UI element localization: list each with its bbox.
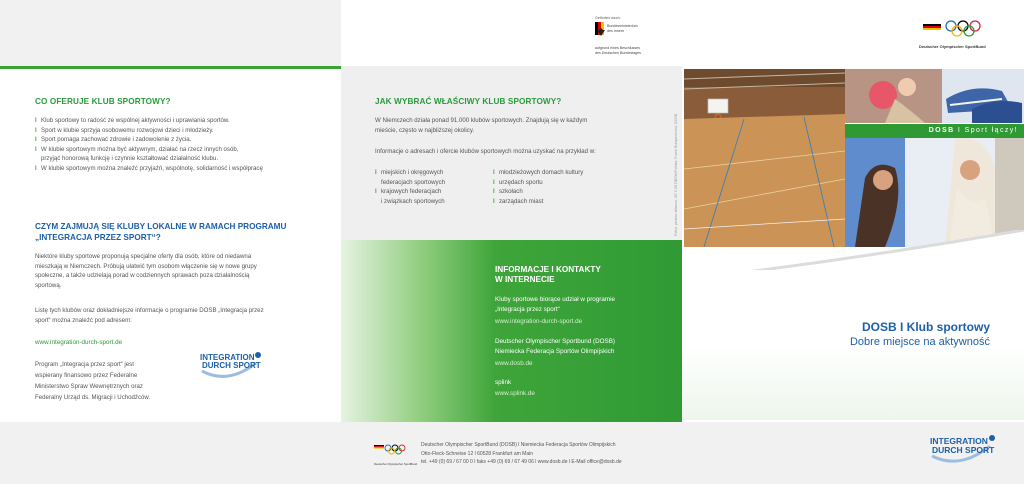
gym-photo <box>684 69 845 247</box>
text-line: Federalny Urząd ds. Migracji i Uchodźców. <box>35 394 151 401</box>
logo-caption: Deutscher Olympischer SportBund <box>374 462 418 466</box>
panel-middle <box>341 0 682 484</box>
strip-slogan: Sport łączy! <box>964 127 1018 134</box>
integration-link[interactable]: www.integration-durch-sport.de <box>35 339 123 346</box>
text-line: sport“ można znaleźć pod adresem: <box>35 316 132 324</box>
strip-brand: DOSB <box>928 127 955 134</box>
contact-heading <box>495 265 601 285</box>
panel-right <box>682 0 1024 484</box>
text-line: des Innern <box>607 28 624 33</box>
text-line: Deutscher Olympischer Sportbund (DOSB) <box>495 338 616 345</box>
list-item: l zarządach miast <box>493 197 633 207</box>
dosb-top-logo <box>919 16 999 56</box>
text-line: społeczne, a także udzielają porad w codziennych sprawach poza działalnością <box>35 272 250 280</box>
text-line: tel. +49 (0) 69 / 67 00 0 l faks +49 (0) 69 / 67 49 06 l www.dosb.de l E-Mail office@dosb.de <box>421 459 622 465</box>
text-line: „Integracja przez sport“ <box>495 305 560 313</box>
paragraph-club-count <box>375 116 665 135</box>
heading-line: W INTERNECIE <box>495 275 555 284</box>
heading-line: „INTEGRACJA PRZEZ SPORT“? <box>35 233 161 242</box>
strip-separator: I <box>957 127 962 134</box>
sources-list-1 <box>375 168 493 206</box>
footer-band <box>0 422 341 484</box>
list-item: l urzędach sportu <box>493 178 633 188</box>
ministry-note <box>595 46 641 55</box>
dosb-link[interactable]: www.dosb.de <box>495 360 533 367</box>
list-item-continuation: i związkach sportowych <box>381 197 445 205</box>
eagle-icon <box>597 23 605 41</box>
heading-what-club-offers: CO OFERUJE KLUB SPORTOWY? <box>35 97 171 106</box>
heading-choose-club: JAK WYBRAĆ WŁAŚCIWY KLUB SPORTOWY? <box>375 97 562 106</box>
ministry-name <box>607 24 638 33</box>
contact-program-text <box>495 295 615 314</box>
text-line: des Deutschen Bundestages <box>595 50 641 55</box>
text-line: Program „Integracja przez sport“ jest <box>35 361 134 368</box>
list-item: l młodzieżowych domach kultury <box>493 168 633 178</box>
photo-credit: Fotos: picture alliance, SE 0.08 DBSW/Fotolia, Frank Rumpenhorst, DOSB <box>674 113 678 236</box>
text-line: wspierany finansowo przez Federalne <box>35 372 138 379</box>
funding-note <box>35 359 195 403</box>
heading-line: CZYM ZAJMUJĄ SIĘ KLUBY LOKALNE W RAMACH PROGRAMU <box>35 222 287 231</box>
brochure-subtitle: Dobre miejsce na aktywność <box>849 336 990 348</box>
logo-text: Gefördert durch: <box>595 16 621 20</box>
integration-durch-sport-logo <box>928 432 998 468</box>
list-item: l W klubie sportowym można znaleźć przyjaźń, wspólnotę, solidarność i współpracę <box>35 164 335 174</box>
list-item: l Sport pomaga zachować zdrowie i zadowolenie z życia. <box>35 135 335 145</box>
contact-block <box>341 240 682 422</box>
text-line: Niektóre kluby sportowe proponują specjalne oferty dla osób, które od niedawna <box>35 253 252 260</box>
list-item: l W klubie sportowym można być aktywnym, działać na rzecz innych osób, <box>35 145 335 155</box>
paragraph-special-offers <box>35 252 335 290</box>
heading-local-clubs <box>35 221 286 243</box>
federal-ministry-logo <box>595 16 665 60</box>
list-item-continuation: federacjach sportowych <box>381 178 446 186</box>
text-line: Deutscher Olympischer SportBund (DOSB) l Niemiecka Federacja Sportów Olimpijskich <box>421 442 616 448</box>
woman-with-ball-photo <box>845 69 942 123</box>
sneakers-photo <box>942 69 1024 123</box>
panel-left <box>0 0 341 484</box>
integration-durch-sport-logo <box>198 349 264 383</box>
logo-caption: Deutscher Olympischer SportBund <box>919 44 986 49</box>
green-rule <box>0 66 341 69</box>
header-band <box>0 0 341 66</box>
text-line: Kluby sportowe biorące udział w programie <box>495 296 616 303</box>
text-line: sportową. <box>35 281 62 289</box>
text-line: Otto-Fleck-Schneise 12 l 60528 Frankfurt am Main <box>421 450 533 457</box>
logo-text: INTEGRATION <box>200 353 255 362</box>
text-line: Bundesministerium <box>607 24 638 28</box>
text-line: aufgrund eines Beschlusses <box>595 46 640 50</box>
list-item: l krajowych federacjach <box>375 187 493 197</box>
text-line: Listę tych klubów oraz dokładniejsze informacje o programie DOSB „Integracja przez <box>35 307 264 314</box>
dosb-footer-logo <box>374 443 418 466</box>
paragraph-club-list <box>35 306 335 325</box>
text-line: Niemiecka Federacja Sportów Olimpijskich <box>495 347 615 355</box>
list-item: l miejskich i okręgowych <box>375 168 493 178</box>
splink-label: splink <box>495 379 512 386</box>
list-item-continuation: przyjąć honorową funkcję i czynnie kształtować działalność klubu. <box>41 155 219 163</box>
logo-text: DURCH SPORT <box>932 445 995 455</box>
text-line: W Niemczech działa ponad 91.000 klubów sportowych. Znajdują się w każdym <box>375 117 588 124</box>
integration-link[interactable]: www.integration-durch-sport.de <box>495 318 583 325</box>
dosb-org-text <box>495 337 615 356</box>
paragraph-info-sources: Informacje o adresach i ofercie klubów sportowych można uzyskać na przykład w: <box>375 148 596 155</box>
brochure-title: DOSB I Klub sportowy <box>861 320 990 334</box>
benefits-list <box>35 116 335 174</box>
splink-link[interactable]: www.splink.de <box>495 390 535 397</box>
list-item: l szkołach <box>493 187 633 197</box>
list-item: l Sport w klubie sprzyja osobowemu rozwojowi dzieci i młodzieży. <box>35 126 335 136</box>
logo-text: INTEGRATION <box>930 436 988 446</box>
text-line: mieście, często w najbliższej okolicy. <box>375 126 475 134</box>
slogan-strip <box>845 124 1024 138</box>
footer-address <box>421 441 622 467</box>
text-line: mieszkają w Niemczech. Próbują ułatwić tym osobom włączenie się w nowe grupy <box>35 262 257 270</box>
logo-text: DURCH SPORT <box>202 361 261 370</box>
list-item: l Klub sportowy to radość ze wspólnej aktywności i uprawiania sportów. <box>35 116 335 126</box>
sources-list-2 <box>493 168 633 206</box>
text-line: Ministerstwo Spraw Wewnętrznych oraz <box>35 383 143 390</box>
heading-line: INFORMACJE I KONTAKTY <box>495 265 601 274</box>
